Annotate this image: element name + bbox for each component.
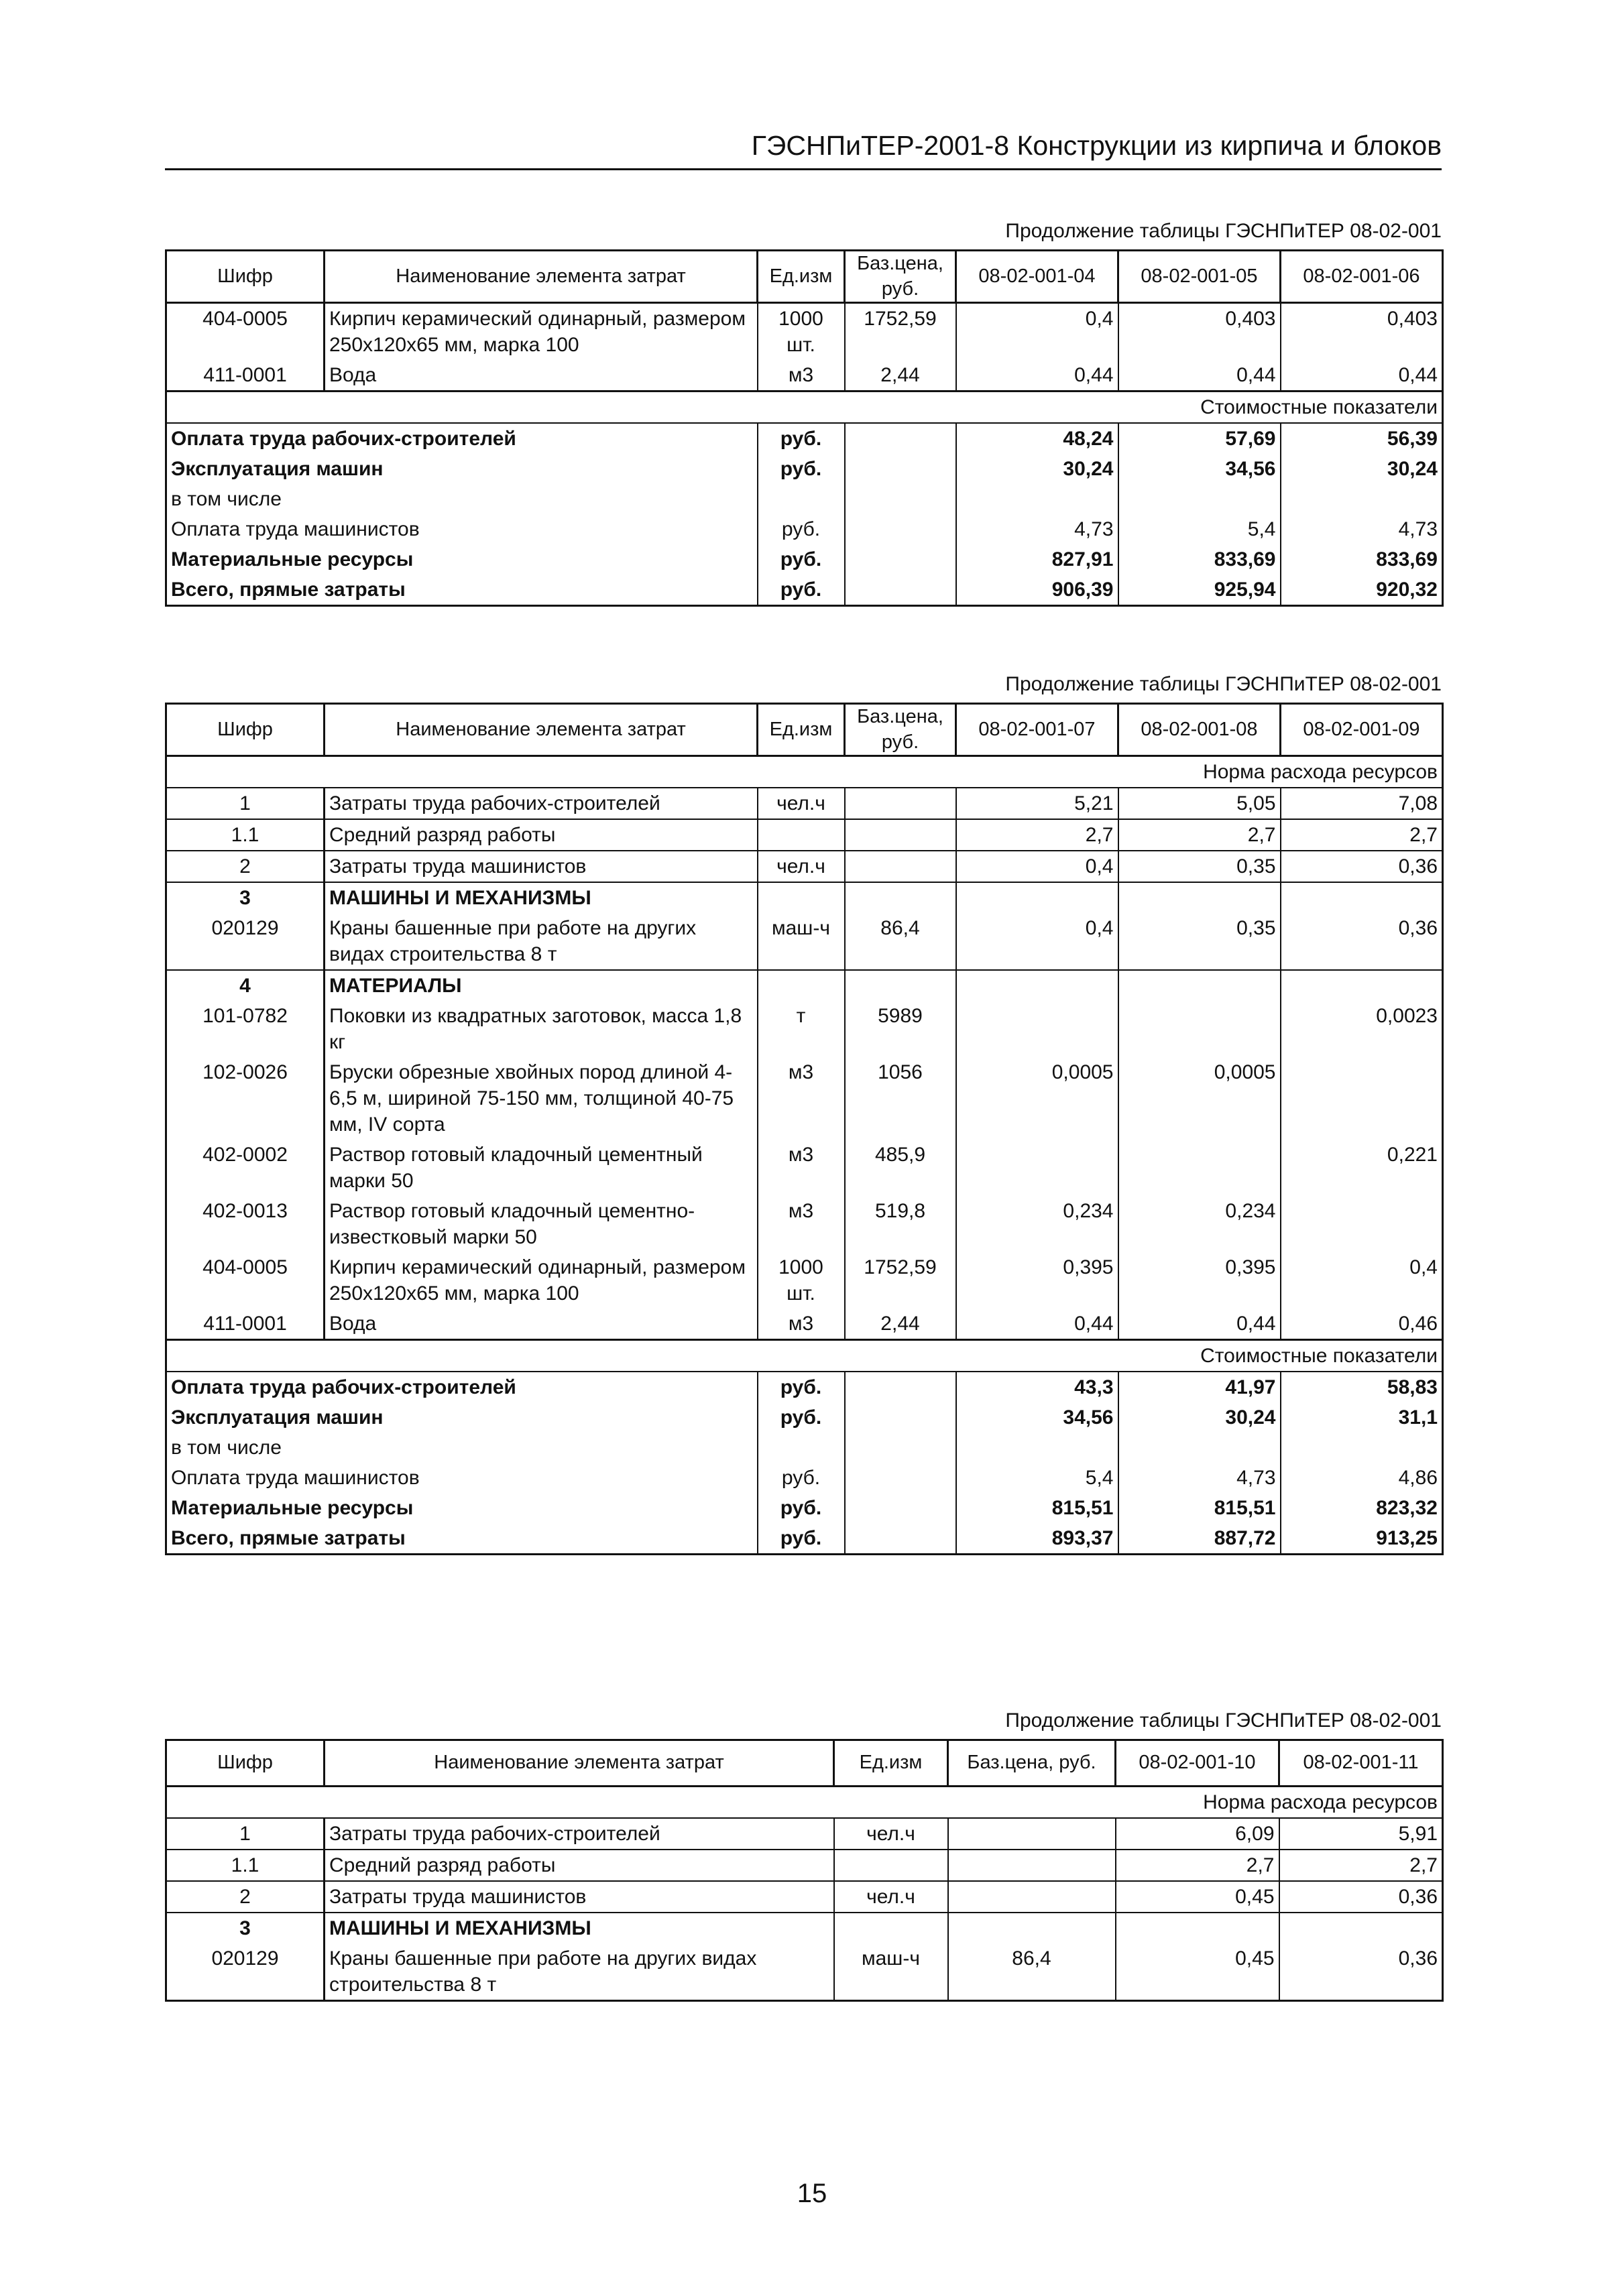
resource-unit: м3 bbox=[758, 1309, 845, 1340]
resource-unit: маш-ч bbox=[834, 1943, 948, 2001]
norm-value: 0,395 bbox=[1118, 1252, 1281, 1309]
resource-name: Кирпич керамический одинарный, размером 250х120х65 мм, марка 100 bbox=[325, 1252, 758, 1309]
norm-value bbox=[1116, 1913, 1279, 1943]
norm-value bbox=[1281, 970, 1443, 1001]
summary-label: Эксплуатация машин bbox=[171, 1406, 384, 1429]
resource-name: Раствор готовый кладочный цементно-известковый марки 50 bbox=[325, 1196, 758, 1252]
summary-row bbox=[166, 1463, 1443, 1493]
cost-value bbox=[1118, 1433, 1281, 1463]
base-price: 519,8 bbox=[845, 1196, 956, 1252]
resource-name: Вода bbox=[325, 1309, 758, 1340]
norm-value bbox=[1118, 1140, 1281, 1196]
resource-code: 2 bbox=[166, 1881, 325, 1913]
base-price bbox=[845, 970, 956, 1001]
base-price bbox=[845, 788, 956, 819]
norm-value: 0,45 bbox=[1116, 1943, 1279, 2001]
resource-code: 1.1 bbox=[166, 1850, 325, 1881]
table-row bbox=[166, 303, 1443, 361]
page-number: 15 bbox=[797, 2179, 827, 2208]
table-row bbox=[166, 1057, 1443, 1140]
summary-unit: руб. bbox=[758, 1372, 845, 1402]
resource-code: 411-0001 bbox=[203, 364, 287, 387]
column-header: 08-02-001-06 bbox=[1281, 251, 1443, 303]
base-price bbox=[948, 1818, 1116, 1850]
table-caption: Продолжение таблицы ГЭСНПиТЕР 08-02-001 bbox=[1005, 673, 1442, 695]
base-price bbox=[948, 1881, 1116, 1913]
resource-name: Кирпич керамический одинарный, размером 250х120х65 мм, марка 100 bbox=[325, 303, 758, 361]
resource-table-1 bbox=[165, 249, 1444, 607]
resource-code: 2 bbox=[166, 851, 325, 882]
summary-unit: руб. bbox=[758, 575, 845, 606]
base-price bbox=[845, 819, 956, 851]
resource-name: Затраты труда машинистов bbox=[325, 1881, 834, 1913]
table-row bbox=[166, 1252, 1443, 1309]
resource-unit bbox=[834, 1850, 948, 1881]
empty-price-cell bbox=[845, 544, 956, 575]
norm-value: 6,09 bbox=[1116, 1818, 1279, 1850]
cost-value: 4,73 bbox=[1281, 514, 1443, 544]
norm-value: 0,36 bbox=[1279, 1881, 1443, 1913]
table-row bbox=[166, 788, 1443, 819]
table-header-row bbox=[166, 704, 1443, 756]
cost-value: 58,83 bbox=[1281, 1372, 1443, 1402]
cost-value: 913,25 bbox=[1281, 1523, 1443, 1555]
base-price bbox=[845, 851, 956, 882]
resource-unit bbox=[758, 819, 845, 851]
resource-unit: чел.ч bbox=[758, 851, 845, 882]
column-header: Наименование элемента затрат bbox=[325, 1740, 834, 1787]
resource-code: 3 bbox=[239, 1917, 251, 1939]
summary-unit: руб. bbox=[758, 544, 845, 575]
resource-code: 101-0782 bbox=[202, 1005, 288, 1028]
summary-label: Оплата труда рабочих-строителей bbox=[171, 1376, 516, 1399]
column-header: Ед.изм bbox=[758, 251, 845, 303]
resource-name: Вода bbox=[325, 360, 758, 391]
column-header: 08-02-001-10 bbox=[1116, 1740, 1279, 1787]
table-row bbox=[166, 360, 1443, 391]
norm-value: 0,36 bbox=[1279, 1943, 1443, 2001]
empty-price-cell bbox=[845, 1493, 956, 1523]
summary-label: Всего, прямые затраты bbox=[166, 1523, 758, 1555]
resource-unit: чел.ч bbox=[834, 1881, 948, 1913]
resource-code: 411-0001 bbox=[203, 1313, 287, 1335]
norm-value: 0,395 bbox=[956, 1252, 1118, 1309]
summary-row bbox=[166, 514, 1443, 544]
empty-price-cell bbox=[845, 575, 956, 606]
table-row bbox=[166, 1943, 1443, 2001]
resource-name: Поковки из квадратных заготовок, масса 1,8 кг bbox=[325, 1001, 758, 1057]
norm-value: 2,7 bbox=[1116, 1850, 1279, 1881]
norm-value: 0,4 bbox=[956, 851, 1118, 882]
norm-value: 0,36 bbox=[1281, 913, 1443, 970]
resource-unit bbox=[758, 882, 845, 913]
base-price: 1056 bbox=[845, 1057, 956, 1140]
summary-row bbox=[166, 1372, 1443, 1402]
cost-band-label: Стоимостные показатели bbox=[166, 391, 1443, 424]
cost-value: 5,4 bbox=[956, 1463, 1118, 1493]
norm-value bbox=[1281, 1057, 1443, 1140]
empty-price-cell bbox=[845, 514, 956, 544]
summary-label: в том числе bbox=[171, 1437, 282, 1459]
cost-value: 925,94 bbox=[1118, 575, 1281, 606]
resource-table-3 bbox=[165, 1739, 1444, 2002]
resource-code: 402-0013 bbox=[202, 1200, 288, 1223]
resource-table-2 bbox=[165, 703, 1444, 1555]
table-row bbox=[166, 851, 1443, 882]
norm-value: 0,46 bbox=[1281, 1309, 1443, 1340]
base-price: 1752,59 bbox=[845, 1252, 956, 1309]
summary-unit bbox=[758, 1433, 845, 1463]
norm-value: 0,45 bbox=[1116, 1881, 1279, 1913]
norm-value: 5,21 bbox=[956, 788, 1118, 819]
resource-name: Затраты труда машинистов bbox=[325, 851, 758, 882]
resource-name: МАШИНЫ И МЕХАНИЗМЫ bbox=[325, 882, 758, 913]
resource-unit: 1000 шт. bbox=[758, 1252, 845, 1309]
norm-band-label: Норма расхода ресурсов bbox=[166, 1787, 1443, 1819]
norm-value: 0,35 bbox=[1118, 913, 1281, 970]
table-caption: Продолжение таблицы ГЭСНПиТЕР 08-02-001 bbox=[1005, 220, 1442, 242]
column-header: Ед.изм bbox=[834, 1740, 948, 1787]
resource-code: 3 bbox=[239, 887, 251, 910]
empty-price-cell bbox=[845, 454, 956, 484]
base-price: 86,4 bbox=[948, 1943, 1116, 2001]
resource-name: Краны башенные при работе на других видах строительства 8 т bbox=[325, 913, 758, 970]
cost-value: 827,91 bbox=[956, 544, 1118, 575]
empty-price-cell bbox=[845, 484, 956, 514]
summary-label: Оплата труда рабочих-строителей bbox=[171, 428, 516, 450]
table-row bbox=[166, 1818, 1443, 1850]
norm-value bbox=[956, 1001, 1118, 1057]
cost-value: 41,97 bbox=[1118, 1372, 1281, 1402]
resource-code: 1 bbox=[166, 788, 325, 819]
empty-price-cell bbox=[845, 1372, 956, 1402]
summary-row bbox=[166, 454, 1443, 484]
resource-code: 402-0002 bbox=[202, 1144, 288, 1166]
norm-value: 0,0005 bbox=[956, 1057, 1118, 1140]
resource-unit bbox=[834, 1913, 948, 1943]
cost-value: 30,24 bbox=[956, 454, 1118, 484]
table-row bbox=[166, 1196, 1443, 1252]
table-row bbox=[166, 1850, 1443, 1881]
base-price: 86,4 bbox=[845, 913, 956, 970]
norm-value bbox=[956, 970, 1118, 1001]
table-row bbox=[166, 882, 1443, 913]
column-header: Наименование элемента затрат bbox=[325, 704, 758, 756]
cost-value: 43,3 bbox=[956, 1372, 1118, 1402]
norm-value: 0,0005 bbox=[1118, 1057, 1281, 1140]
resource-unit: м3 bbox=[758, 1057, 845, 1140]
norm-value bbox=[1279, 1913, 1443, 1943]
empty-price-cell bbox=[845, 1433, 956, 1463]
summary-unit: руб. bbox=[758, 1402, 845, 1433]
table-header-row bbox=[166, 251, 1443, 303]
resource-code: 020129 bbox=[166, 1943, 325, 2001]
cost-value: 887,72 bbox=[1118, 1523, 1281, 1555]
base-price: 2,44 bbox=[845, 1309, 956, 1340]
cost-value bbox=[956, 1433, 1118, 1463]
norm-value bbox=[1281, 882, 1443, 913]
resource-name: Краны башенные при работе на других видах строительства 8 т bbox=[325, 1943, 834, 2001]
summary-label: в том числе bbox=[171, 488, 282, 511]
norm-value: 0,44 bbox=[1118, 360, 1281, 391]
summary-unit: руб. bbox=[758, 1463, 845, 1493]
base-price: 1752,59 bbox=[845, 303, 956, 361]
table-row bbox=[166, 970, 1443, 1001]
summary-row bbox=[166, 1433, 1443, 1463]
summary-label: Оплата труда машинистов bbox=[171, 1467, 420, 1490]
table-row bbox=[166, 1001, 1443, 1057]
column-header: Баз.цена, руб. bbox=[845, 251, 956, 303]
column-header: Баз.цена, руб. bbox=[948, 1740, 1116, 1787]
norm-value: 0,44 bbox=[1118, 1309, 1281, 1340]
base-price bbox=[948, 1913, 1116, 1943]
table-row bbox=[166, 819, 1443, 851]
summary-row bbox=[166, 423, 1443, 454]
empty-price-cell bbox=[845, 1402, 956, 1433]
cost-value: 833,69 bbox=[1118, 544, 1281, 575]
resource-unit: м3 bbox=[758, 1140, 845, 1196]
summary-row bbox=[166, 484, 1443, 514]
empty-price-cell bbox=[845, 1463, 956, 1493]
resource-name: Раствор готовый кладочный цементный марки 50 bbox=[325, 1140, 758, 1196]
page-header: ГЭСНПиТЕР-2001-8 Конструкции из кирпича и блоков bbox=[165, 130, 1442, 170]
summary-row bbox=[166, 1493, 1443, 1523]
resource-unit: чел.ч bbox=[758, 788, 845, 819]
summary-unit: руб. bbox=[758, 514, 845, 544]
base-price: 2,44 bbox=[845, 360, 956, 391]
resource-name: МАШИНЫ И МЕХАНИЗМЫ bbox=[325, 1913, 834, 1943]
resource-code: 4 bbox=[239, 975, 251, 998]
column-header: 08-02-001-08 bbox=[1118, 704, 1281, 756]
norm-value bbox=[1118, 1001, 1281, 1057]
norm-value bbox=[956, 882, 1118, 913]
norm-value: 0,35 bbox=[1118, 851, 1281, 882]
column-header: 08-02-001-05 bbox=[1118, 251, 1281, 303]
cost-value: 48,24 bbox=[956, 423, 1118, 454]
resource-name: Бруски обрезные хвойных пород длиной 4-6,5 м, шириной 75-150 мм, толщиной 40-75 мм, IV сорта bbox=[325, 1057, 758, 1140]
summary-label: Оплата труда машинистов bbox=[171, 518, 420, 541]
norm-value: 0,234 bbox=[1118, 1196, 1281, 1252]
norm-value: 2,7 bbox=[1279, 1850, 1443, 1881]
table-row bbox=[166, 913, 1443, 970]
summary-unit: руб. bbox=[758, 1493, 845, 1523]
summary-label: Всего, прямые затраты bbox=[166, 575, 758, 606]
cost-value: 30,24 bbox=[1281, 454, 1443, 484]
cost-value: 920,32 bbox=[1281, 575, 1443, 606]
summary-unit bbox=[758, 484, 845, 514]
norm-value: 0,403 bbox=[1281, 303, 1443, 361]
table-row bbox=[166, 1309, 1443, 1340]
cost-value: 815,51 bbox=[1118, 1493, 1281, 1523]
summary-label: Эксплуатация машин bbox=[171, 458, 384, 481]
resource-name: Средний разряд работы bbox=[325, 819, 758, 851]
empty-price-cell bbox=[845, 1523, 956, 1555]
table-row bbox=[166, 1913, 1443, 1943]
column-header: 08-02-001-09 bbox=[1281, 704, 1443, 756]
summary-row bbox=[166, 1402, 1443, 1433]
norm-value: 0,44 bbox=[956, 1309, 1118, 1340]
cost-value: 5,4 bbox=[1118, 514, 1281, 544]
column-header: Баз.цена, руб. bbox=[845, 704, 956, 756]
summary-unit: руб. bbox=[758, 1523, 845, 1555]
resource-unit: чел.ч bbox=[834, 1818, 948, 1850]
norm-value bbox=[1118, 882, 1281, 913]
cost-value: 823,32 bbox=[1281, 1493, 1443, 1523]
resource-code: 020129 bbox=[166, 913, 325, 970]
summary-label: Материальные ресурсы bbox=[171, 1497, 414, 1520]
resource-code: 404-0005 bbox=[202, 1256, 288, 1279]
resource-unit: т bbox=[758, 1001, 845, 1057]
norm-value: 0,44 bbox=[956, 360, 1118, 391]
resource-code: 1 bbox=[166, 1818, 325, 1850]
summary-row bbox=[166, 1523, 1443, 1555]
table-row bbox=[166, 1140, 1443, 1196]
norm-band-label: Норма расхода ресурсов bbox=[166, 756, 1443, 788]
resource-unit: м3 bbox=[758, 1196, 845, 1252]
resource-unit: м3 bbox=[758, 360, 845, 391]
norm-value bbox=[1118, 970, 1281, 1001]
summary-unit: руб. bbox=[758, 454, 845, 484]
base-price: 5989 bbox=[845, 1001, 956, 1057]
resource-code: 102-0026 bbox=[202, 1061, 288, 1084]
column-header: Шифр bbox=[166, 251, 325, 303]
cost-value: 906,39 bbox=[956, 575, 1118, 606]
norm-value: 0,36 bbox=[1281, 851, 1443, 882]
cost-band-label: Стоимостные показатели bbox=[166, 1340, 1443, 1372]
norm-value bbox=[1281, 1196, 1443, 1252]
column-header: Шифр bbox=[166, 1740, 325, 1787]
column-header: 08-02-001-04 bbox=[956, 251, 1118, 303]
cost-value: 4,86 bbox=[1281, 1463, 1443, 1493]
norm-value: 0,44 bbox=[1281, 360, 1443, 391]
column-header: 08-02-001-07 bbox=[956, 704, 1118, 756]
table-row bbox=[166, 1881, 1443, 1913]
cost-value: 4,73 bbox=[1118, 1463, 1281, 1493]
resource-code: 404-0005 bbox=[202, 308, 288, 330]
empty-price-cell bbox=[845, 423, 956, 454]
norm-value: 0,4 bbox=[956, 303, 1118, 361]
norm-value: 0,0023 bbox=[1281, 1001, 1443, 1057]
norm-value: 5,91 bbox=[1279, 1818, 1443, 1850]
norm-value: 0,4 bbox=[1281, 1252, 1443, 1309]
norm-value: 0,234 bbox=[956, 1196, 1118, 1252]
resource-unit: 1000 шт. bbox=[758, 303, 845, 361]
cost-value: 57,69 bbox=[1118, 423, 1281, 454]
column-header: Шифр bbox=[166, 704, 325, 756]
resource-unit: маш-ч bbox=[758, 913, 845, 970]
norm-value: 2,7 bbox=[956, 819, 1118, 851]
summary-unit: руб. bbox=[758, 423, 845, 454]
summary-row bbox=[166, 575, 1443, 606]
resource-name: Средний разряд работы bbox=[325, 1850, 834, 1881]
cost-value: 31,1 bbox=[1281, 1402, 1443, 1433]
norm-value: 2,7 bbox=[1281, 819, 1443, 851]
column-header: Ед.изм bbox=[758, 704, 845, 756]
cost-value bbox=[1281, 484, 1443, 514]
cost-value bbox=[956, 484, 1118, 514]
table-header-row bbox=[166, 1740, 1443, 1787]
cost-value: 34,56 bbox=[956, 1402, 1118, 1433]
cost-value: 30,24 bbox=[1118, 1402, 1281, 1433]
norm-value: 2,7 bbox=[1118, 819, 1281, 851]
base-price: 485,9 bbox=[845, 1140, 956, 1196]
norm-value: 7,08 bbox=[1281, 788, 1443, 819]
norm-value: 0,4 bbox=[956, 913, 1118, 970]
norm-value: 0,221 bbox=[1281, 1140, 1443, 1196]
resource-name: Затраты труда рабочих-строителей bbox=[325, 1818, 834, 1850]
cost-value: 833,69 bbox=[1281, 544, 1443, 575]
cost-value bbox=[1281, 1433, 1443, 1463]
resource-name: МАТЕРИАЛЫ bbox=[325, 970, 758, 1001]
cost-value bbox=[1118, 484, 1281, 514]
summary-label: Материальные ресурсы bbox=[171, 548, 414, 571]
base-price bbox=[845, 882, 956, 913]
norm-value bbox=[956, 1140, 1118, 1196]
summary-row bbox=[166, 544, 1443, 575]
norm-value: 0,403 bbox=[1118, 303, 1281, 361]
table-caption: Продолжение таблицы ГЭСНПиТЕР 08-02-001 bbox=[1005, 1709, 1442, 1732]
resource-unit bbox=[758, 970, 845, 1001]
column-header: 08-02-001-11 bbox=[1279, 1740, 1443, 1787]
cost-value: 815,51 bbox=[956, 1493, 1118, 1523]
norm-value: 5,05 bbox=[1118, 788, 1281, 819]
cost-value: 4,73 bbox=[956, 514, 1118, 544]
resource-name: Затраты труда рабочих-строителей bbox=[325, 788, 758, 819]
column-header: Наименование элемента затрат bbox=[325, 251, 758, 303]
cost-value: 34,56 bbox=[1118, 454, 1281, 484]
cost-value: 893,37 bbox=[956, 1523, 1118, 1555]
cost-value: 56,39 bbox=[1281, 423, 1443, 454]
base-price bbox=[948, 1850, 1116, 1881]
resource-code: 1.1 bbox=[166, 819, 325, 851]
